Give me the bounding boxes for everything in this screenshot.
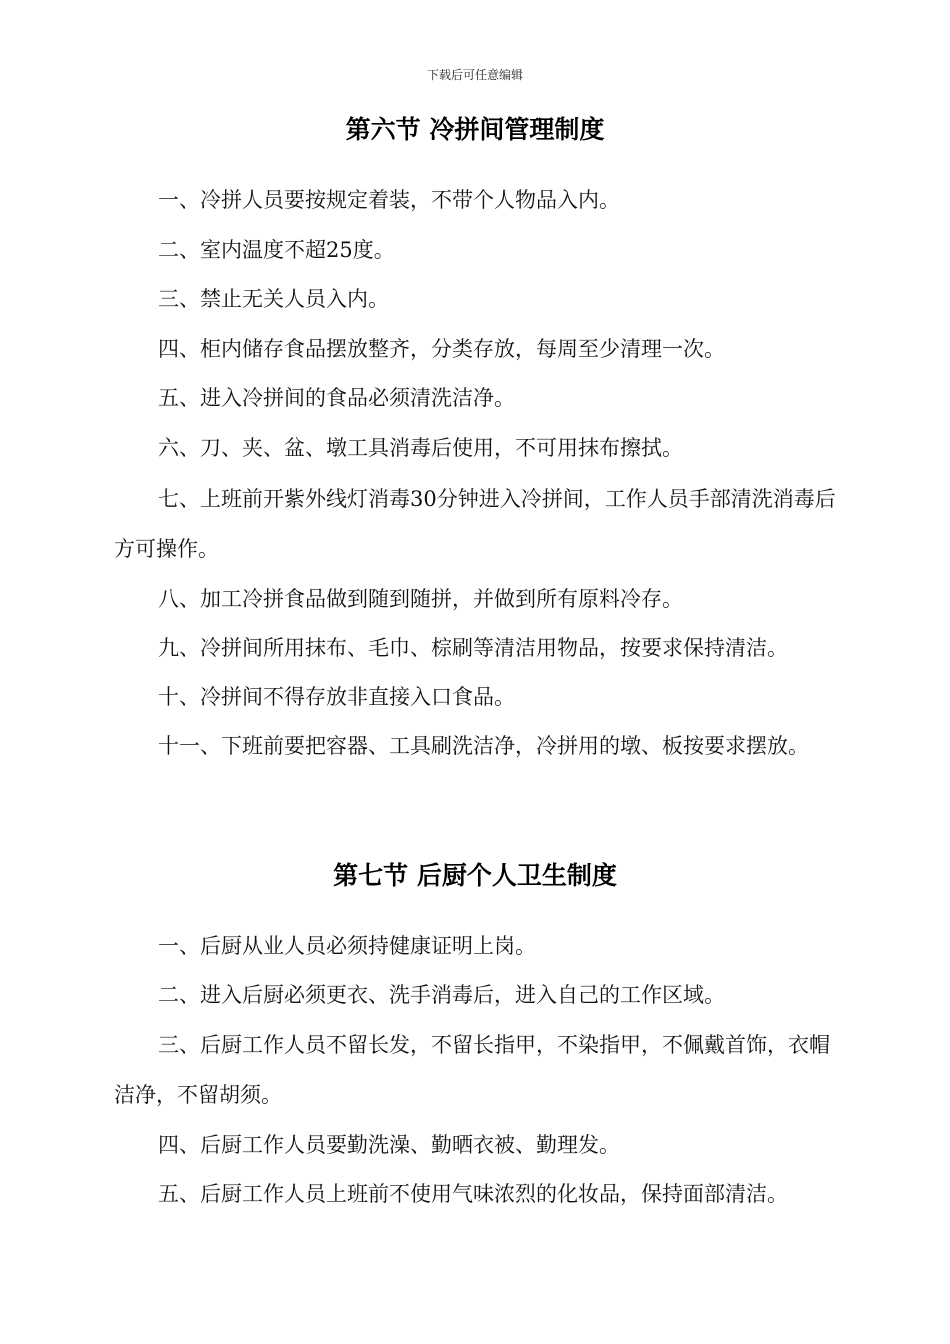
section-7-item-3: 三、后厨工作人员不留长发，不留长指甲，不染指甲，不佩戴首饰，衣帽洁净，不留胡须。 <box>114 1033 830 1107</box>
section-6-item-7: 七、上班前开紫外线灯消毒30分钟进入冷拼间，工作人员手部清洗消毒后方可操作。 <box>114 487 836 561</box>
section-6-item-6: 六、刀、夹、盆、墩工具消毒后使用，不可用抹布擦拭。 <box>158 436 683 460</box>
section-6-item-3: 三、禁止无关人员入内。 <box>158 287 389 311</box>
section-7-item-1: 一、后厨从业人员必须持健康证明上岗。 <box>158 934 536 958</box>
section-7-item-2: 二、进入后厨必须更衣、洗手消毒后，进入自己的工作区域。 <box>158 983 725 1007</box>
section-6-item-2: 二、室内温度不超25度。 <box>158 238 395 262</box>
section-6-item-10: 十、冷拼间不得存放非直接入口食品。 <box>158 685 515 709</box>
section-6-item-4: 四、柜内储存食品摆放整齐，分类存放，每周至少清理一次。 <box>158 337 725 361</box>
section-6-title: 第六节 冷拼间管理制度 <box>345 115 605 144</box>
section-6-item-11: 十一、下班前要把容器、工具刷洗洁净，冷拼用的墩、板按要求摆放。 <box>158 734 809 758</box>
section-6-item-8: 八、加工冷拼食品做到随到随拼，并做到所有原料冷存。 <box>158 587 683 611</box>
section-6-item-1: 一、冷拼人员要按规定着装，不带个人物品入内。 <box>158 188 620 212</box>
section-7-item-5: 五、后厨工作人员上班前不使用气味浓烈的化妆品，保持面部清洁。 <box>158 1182 788 1206</box>
section-7-title: 第七节 后厨个人卫生制度 <box>333 861 617 890</box>
section-6-item-5: 五、进入冷拼间的食品必须清洗洁净。 <box>158 386 515 410</box>
header-note: 下载后可任意编辑 <box>426 68 523 82</box>
section-7-item-4: 四、后厨工作人员要勤洗澡、勤晒衣被、勤理发。 <box>158 1133 620 1157</box>
section-6-item-9: 九、冷拼间所用抹布、毛巾、棕刷等清洁用物品，按要求保持清洁。 <box>158 636 788 660</box>
